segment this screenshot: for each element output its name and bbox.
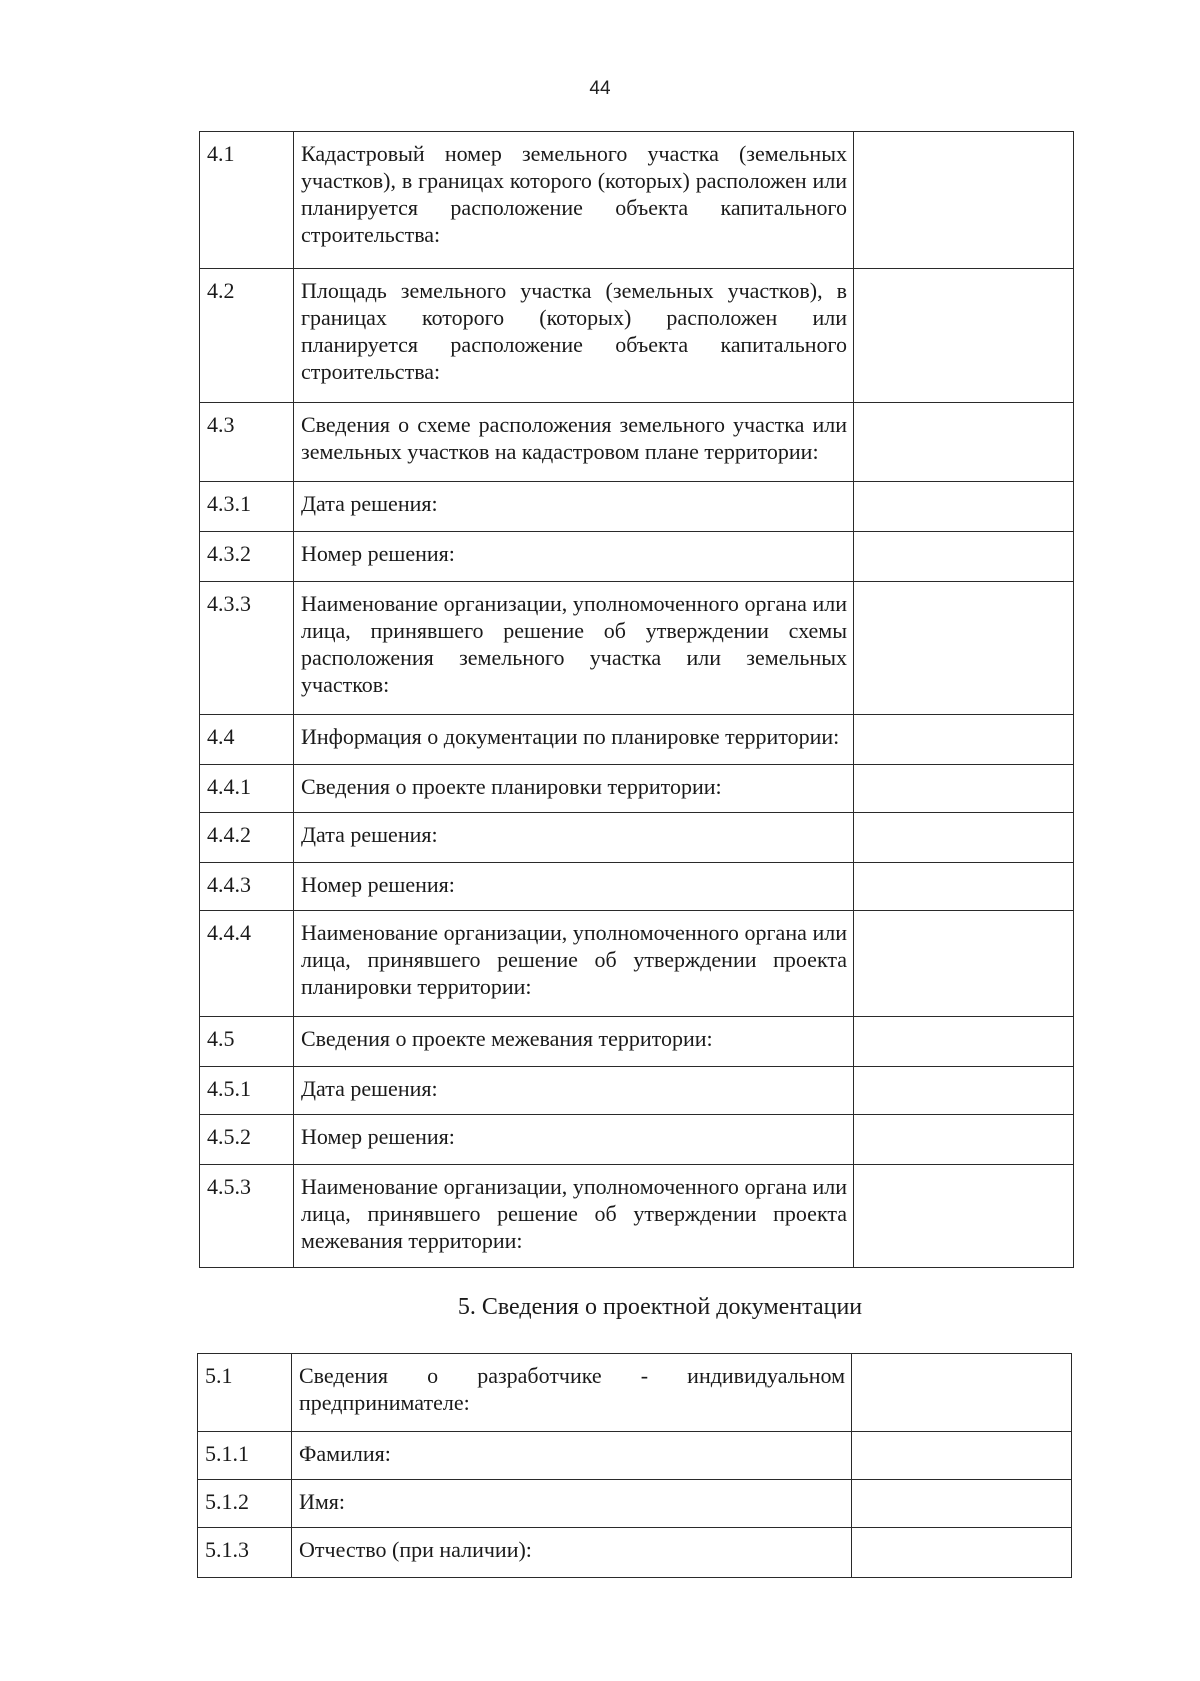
table-row [200, 813, 1074, 863]
table-row [200, 1165, 1074, 1268]
row-number: 4.3.2 [200, 532, 294, 582]
table-row [198, 1354, 1072, 1432]
table-row [200, 403, 1074, 482]
row-label: Фамилия: [292, 1432, 852, 1480]
row-value-field[interactable] [854, 269, 1074, 403]
table-row [200, 1115, 1074, 1165]
table-row [200, 863, 1074, 911]
row-number: 4.4.4 [200, 911, 294, 1017]
row-value-field[interactable] [852, 1480, 1072, 1528]
row-number: 4.3 [200, 403, 294, 482]
table-row [200, 132, 1074, 269]
row-value-field[interactable] [854, 482, 1074, 532]
row-label: Номер решения: [294, 863, 854, 911]
row-value-field[interactable] [854, 532, 1074, 582]
row-number: 5.1 [198, 1354, 292, 1432]
row-number: 4.4.3 [200, 863, 294, 911]
row-value-field[interactable] [854, 1115, 1074, 1165]
row-number: 5.1.2 [198, 1480, 292, 1528]
row-number: 4.5.3 [200, 1165, 294, 1268]
row-number: 4.4.2 [200, 813, 294, 863]
table-row [198, 1432, 1072, 1480]
row-number: 4.5.1 [200, 1067, 294, 1115]
row-number: 4.1 [200, 132, 294, 269]
row-label: Дата решения: [294, 482, 854, 532]
row-label: Дата решения: [294, 1067, 854, 1115]
row-label: Площадь земельного участка (земельных участков), в границах которого (которых) расположен или планируется расположение объекта капитального строительства: [294, 269, 854, 403]
row-value-field[interactable] [852, 1432, 1072, 1480]
row-number: 5.1.3 [198, 1528, 292, 1578]
row-label: Сведения о проекте межевания территории: [294, 1017, 854, 1067]
table-row [198, 1480, 1072, 1528]
row-number: 4.4.1 [200, 765, 294, 813]
table-row [200, 582, 1074, 715]
row-label: Отчество (при наличии): [292, 1528, 852, 1578]
row-label: Информация о документации по планировке территории: [294, 715, 854, 765]
table-row [200, 715, 1074, 765]
row-number: 4.5.2 [200, 1115, 294, 1165]
row-label: Дата решения: [294, 813, 854, 863]
table-row [200, 765, 1074, 813]
row-label: Номер решения: [294, 532, 854, 582]
row-label: Сведения о схеме расположения земельного участка или земельных участков на кадастровом плане территории: [294, 403, 854, 482]
row-label: Кадастровый номер земельного участка (земельных участков), в границах которого (которых) расположен или планируется расположение объекта капитального строительства: [294, 132, 854, 269]
section-4-table [199, 131, 1074, 1268]
row-value-field[interactable] [854, 1017, 1074, 1067]
row-value-field[interactable] [852, 1528, 1072, 1578]
row-value-field[interactable] [854, 582, 1074, 715]
section-5-table [197, 1353, 1072, 1578]
row-value-field[interactable] [854, 813, 1074, 863]
row-value-field[interactable] [854, 1165, 1074, 1268]
row-label: Имя: [292, 1480, 852, 1528]
row-value-field[interactable] [854, 132, 1074, 269]
row-number: 5.1.1 [198, 1432, 292, 1480]
row-number: 4.3.1 [200, 482, 294, 532]
row-number: 4.3.3 [200, 582, 294, 715]
row-value-field[interactable] [854, 911, 1074, 1017]
table-row [198, 1528, 1072, 1578]
row-value-field[interactable] [852, 1354, 1072, 1432]
row-number: 4.4 [200, 715, 294, 765]
row-label: Сведения о проекте планировки территории: [294, 765, 854, 813]
row-label: Наименование организации, уполномоченного органа или лица, принявшего решение об утверждении схемы расположения земельного участка или земельных участков: [294, 582, 854, 715]
table-row [200, 911, 1074, 1017]
row-label: Наименование организации, уполномоченного органа или лица, принявшего решение об утверждении проекта планировки территории: [294, 911, 854, 1017]
table-row [200, 1067, 1074, 1115]
row-value-field[interactable] [854, 1067, 1074, 1115]
row-value-field[interactable] [854, 765, 1074, 813]
table-row [200, 532, 1074, 582]
section-5-heading: 5. Сведения о проектной документации [457, 1294, 863, 1320]
row-label: Номер решения: [294, 1115, 854, 1165]
row-number: 4.2 [200, 269, 294, 403]
row-label: Сведения о разработчике - индивидуальном предпринимателе: [292, 1354, 852, 1432]
row-number: 4.5 [200, 1017, 294, 1067]
page-number: 44 [589, 78, 611, 99]
row-value-field[interactable] [854, 715, 1074, 765]
row-value-field[interactable] [854, 863, 1074, 911]
row-label: Наименование организации, уполномоченного органа или лица, принявшего решение об утверждении проекта межевания территории: [294, 1165, 854, 1268]
table-row [200, 1017, 1074, 1067]
table-row [200, 269, 1074, 403]
row-value-field[interactable] [854, 403, 1074, 482]
table-row [200, 482, 1074, 532]
